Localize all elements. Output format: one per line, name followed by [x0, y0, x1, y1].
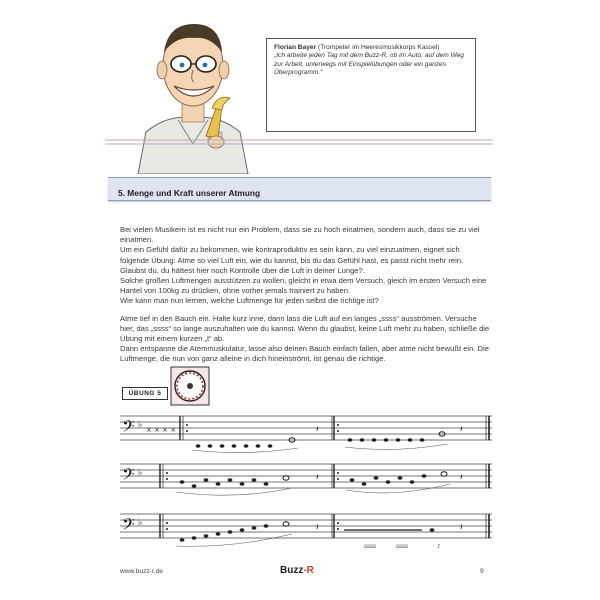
- footer-brand-logo: [280, 565, 314, 576]
- paragraph: Um ein Gefühl dafür zu bekommen, wie kontraproduktiv es sein kann, zu viel einzuatmen, eignet sich folgende Übung: Atme so viel Luft ein, wie du kannst, bis du das Gefühl hast, es passt nicht mehr rein. Glaubst du, du hättest hier noch Kontrolle über die Luft in deiner Lunge?.: [120, 245, 464, 275]
- bass-clef-icon: 𝄢: [122, 514, 135, 538]
- paragraph: Bei vielen Musikern ist es nicht nur ein Problem, dass sie zu hoch einatmen, sondern auch, dass sie zu viel einatmen.: [120, 225, 480, 245]
- svg-text:𝄽: 𝄽: [316, 472, 319, 482]
- svg-text:𝄽: 𝄽: [460, 522, 463, 532]
- svg-text:𝄽: 𝄽: [460, 424, 463, 434]
- paragraph: Wie kann man nun lernen, welche Luftmenge für jeden selbst die richtige ist?: [120, 296, 379, 306]
- flat-icon: ♭: [138, 517, 143, 527]
- lyric-t: t: [438, 544, 440, 550]
- footer-url[interactable]: www.buzz-r.de: [120, 568, 163, 575]
- paragraph: Atme tief in den Bauch ein. Halte kurz inne, dann lass die Luft auf ein langes „ssss“ ausströmen. Versuche hier, das „ssss“ so lange auszuhalten wie du kannst. Wenn du glaubst, keine Luft mehr zu haben, schließe die Übung mit einem kurzen „t“ ab.: [120, 313, 490, 344]
- svg-text:× × × ×: × × × ×: [146, 426, 177, 434]
- testimonial-name: Florian Bayer: [274, 44, 317, 51]
- testimonial-quote: „Ich arbeite jeden Tag mit dem Buzz-R, ob im Auto, auf dem Weg zur Arbeit, unterwegs mit Einspielübungen oder ein ganzes Überprogramm.“: [274, 52, 464, 77]
- svg-text:𝄽: 𝄽: [316, 424, 319, 434]
- paragraph: Dann entspanne die Atemmuskulatur, lasse also deinen Bauch einfach fallen, aber atme nicht bewußt ein. Die Luftmenge, die nun von ganz alleine in dich hineinströmt, ist genau die richtige.: [120, 344, 489, 364]
- svg-text:𝄽: 𝄽: [460, 472, 463, 482]
- brand-main: Buzz: [280, 565, 304, 576]
- svg-text:𝄽: 𝄽: [316, 522, 319, 532]
- brand-accent: -R: [303, 565, 314, 576]
- lyric-ssss: ssss: [364, 544, 376, 550]
- body-text: [120, 225, 490, 365]
- flat-icon: ♭: [138, 419, 143, 429]
- page-number: 9: [480, 568, 484, 575]
- music-staff-1: [120, 410, 492, 454]
- tape-reel-icon: [170, 366, 210, 406]
- testimonial-role: (Trompeter im Heeresmusikkorps Kassel): [318, 44, 440, 51]
- lyric-ssss-2: ssss: [396, 544, 408, 550]
- decorative-divider: [105, 136, 493, 152]
- paragraph: Solche großen Luftmengen ausstützen zu wollen, gleicht in etwa dem Versuch, gleich im ersten Versuch eine Hantel von 100kg zu drücken, ohne vorher jemals trainiert zu haben.: [120, 276, 487, 296]
- testimonial-box: [266, 38, 476, 132]
- exercise-label: ÜBUNG 5: [122, 387, 168, 400]
- music-staff-3: [120, 508, 492, 552]
- bass-clef-icon: 𝄢: [122, 464, 135, 488]
- music-staff-2: [120, 458, 492, 502]
- flat-icon: ♭: [138, 467, 143, 477]
- section-heading: [108, 177, 491, 201]
- bass-clef-icon: 𝄢: [122, 416, 135, 440]
- section-title: 5. Menge und Kraft unserer Atmung: [118, 188, 261, 198]
